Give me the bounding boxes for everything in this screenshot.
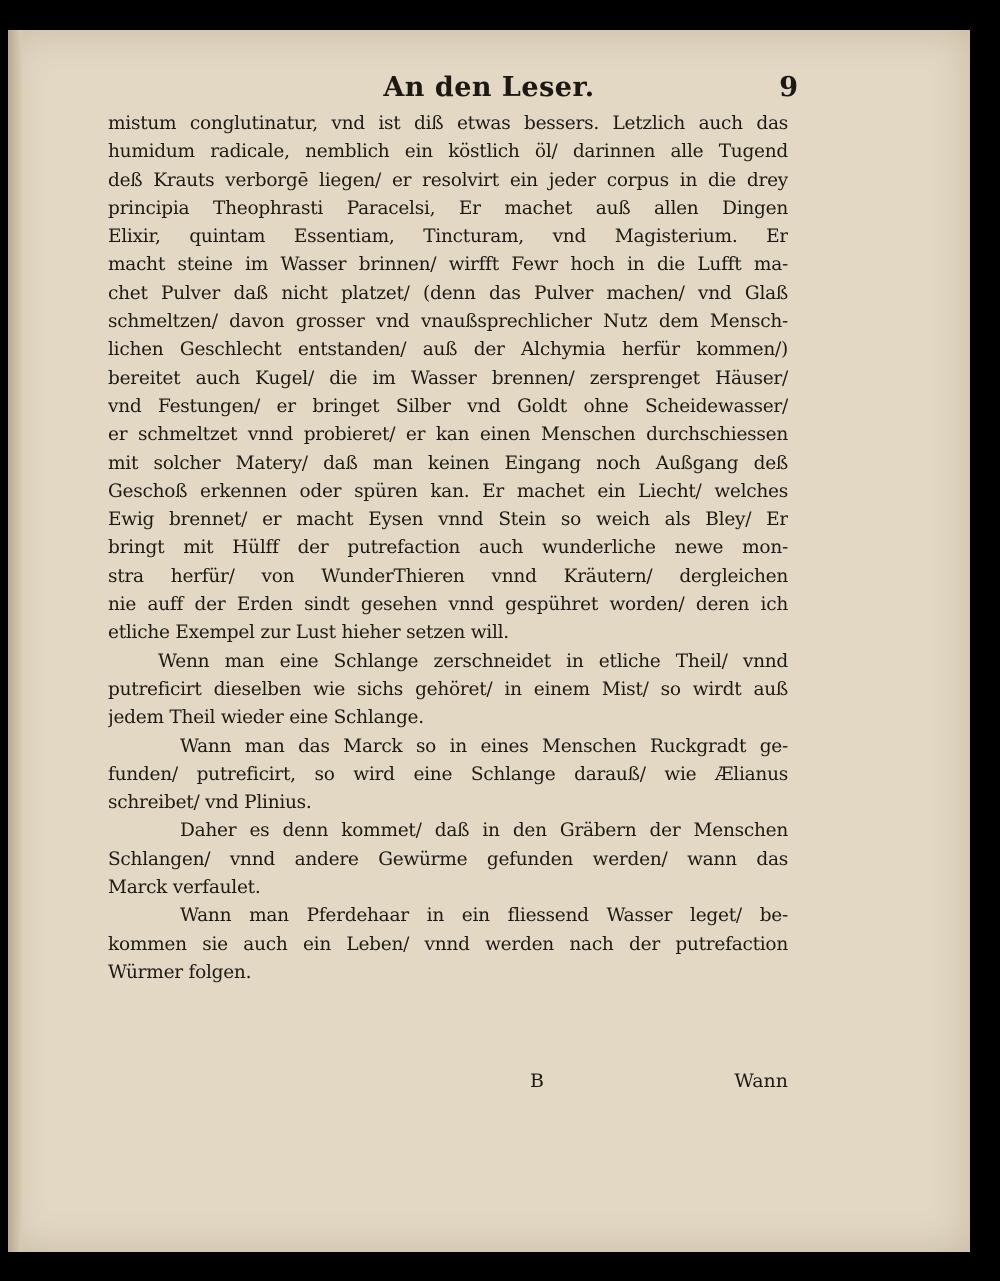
paragraph xyxy=(108,733,788,818)
book-page xyxy=(8,30,970,1252)
text-line: stra herfür/ von WunderThieren vnnd Kräutern/ dergleichen xyxy=(108,565,788,587)
text-line: principia Theophrasti Paracelsi, Er machet auß allen Dingen xyxy=(108,197,788,219)
page-gutter xyxy=(8,30,22,1252)
text-line: lichen Geschlecht entstanden/ auß der Alchymia herfür kommen/) xyxy=(108,339,788,361)
text-line: nie auff der Erden sindt gesehen vnnd gespühret worden/ deren ich xyxy=(108,594,788,616)
text-line: Marck verfaulet. xyxy=(108,877,261,899)
text-line: Geschoß erkennen oder spüren kan. Er machet ein Liecht/ welches xyxy=(108,480,788,502)
text-line: vnd Festungen/ er bringet Silber vnd Goldt ohne Scheidewasser/ xyxy=(108,395,788,417)
text-line: funden/ putreficirt, so wird eine Schlange darauß/ wie Ælianus xyxy=(108,763,788,785)
text-line: humidum radicale, nemblich ein köstlich öl/ darinnen alle Tugend xyxy=(108,141,788,163)
running-head: An den Leser. xyxy=(383,72,595,103)
text-line: Elixir, quintam Essentiam, Tincturam, vnd Magisterium. Er xyxy=(108,226,788,248)
paragraph xyxy=(108,648,788,733)
text-line: chet Pulver daß nicht platzet/ (denn das Pulver machen/ vnd Glaß xyxy=(108,282,788,304)
signature-mark: B xyxy=(530,1070,544,1092)
text-line: Würmer folgen. xyxy=(108,961,252,983)
catchword: Wann xyxy=(734,1070,788,1092)
text-line: macht steine im Wasser brinnen/ wirfft Fewr hoch in die Lufft ma- xyxy=(108,254,788,276)
text-line: putreficirt dieselben wie sichs gehöret/ in einem Mist/ so wirdt auß xyxy=(108,678,788,700)
text-line: Daher es denn kommet/ daß in den Gräbern der Menschen xyxy=(180,820,788,842)
page-number: 9 xyxy=(779,72,798,103)
paragraph xyxy=(108,110,788,648)
text-line: Wann man Pferdehaar in ein fliessend Wasser leget/ be- xyxy=(180,905,788,927)
paragraph xyxy=(108,902,788,987)
text-line: kommen sie auch ein Leben/ vnnd werden nach der putrefaction xyxy=(108,933,788,955)
text-line: Ewig brennet/ er macht Eysen vnnd Stein so weich als Bley/ Er xyxy=(108,509,788,531)
text-line: Wenn man eine Schlange zerschneidet in etliche Theil/ vnnd xyxy=(158,650,788,672)
text-line: mistum conglutinatur, vnd ist diß etwas bessers. Letzlich auch das xyxy=(108,113,788,134)
text-line: bereitet auch Kugel/ die im Wasser brennen/ zersprenget Häuser/ xyxy=(108,367,788,389)
text-line: Wann man das Marck so in eines Menschen Ruckgradt ge- xyxy=(180,735,788,757)
text-line: mit solcher Matery/ daß man keinen Eingang noch Außgang deß xyxy=(108,452,788,474)
body-text xyxy=(108,110,788,987)
page-footer xyxy=(108,1070,788,1100)
paragraph xyxy=(108,817,788,902)
text-line: deß Krauts verborgē liegen/ er resolvirt ein jeder corpus in die drey xyxy=(108,169,788,191)
text-line: jedem Theil wieder eine Schlange. xyxy=(108,707,424,729)
text-line: etliche Exempel zur Lust hieher setzen will. xyxy=(108,622,509,644)
text-line: schreibet/ vnd Plinius. xyxy=(108,792,312,814)
text-line: er schmeltzet vnnd probieret/ er kan einen Menschen durchschiessen xyxy=(108,424,788,446)
text-line: Schlangen/ vnnd andere Gewürme gefunden werden/ wann das xyxy=(108,848,788,870)
text-line: bringt mit Hülff der putrefaction auch wunderliche newe mon- xyxy=(108,537,788,559)
text-line: schmeltzen/ davon grosser vnd vnaußsprechlicher Nutz dem Mensch- xyxy=(108,311,788,333)
